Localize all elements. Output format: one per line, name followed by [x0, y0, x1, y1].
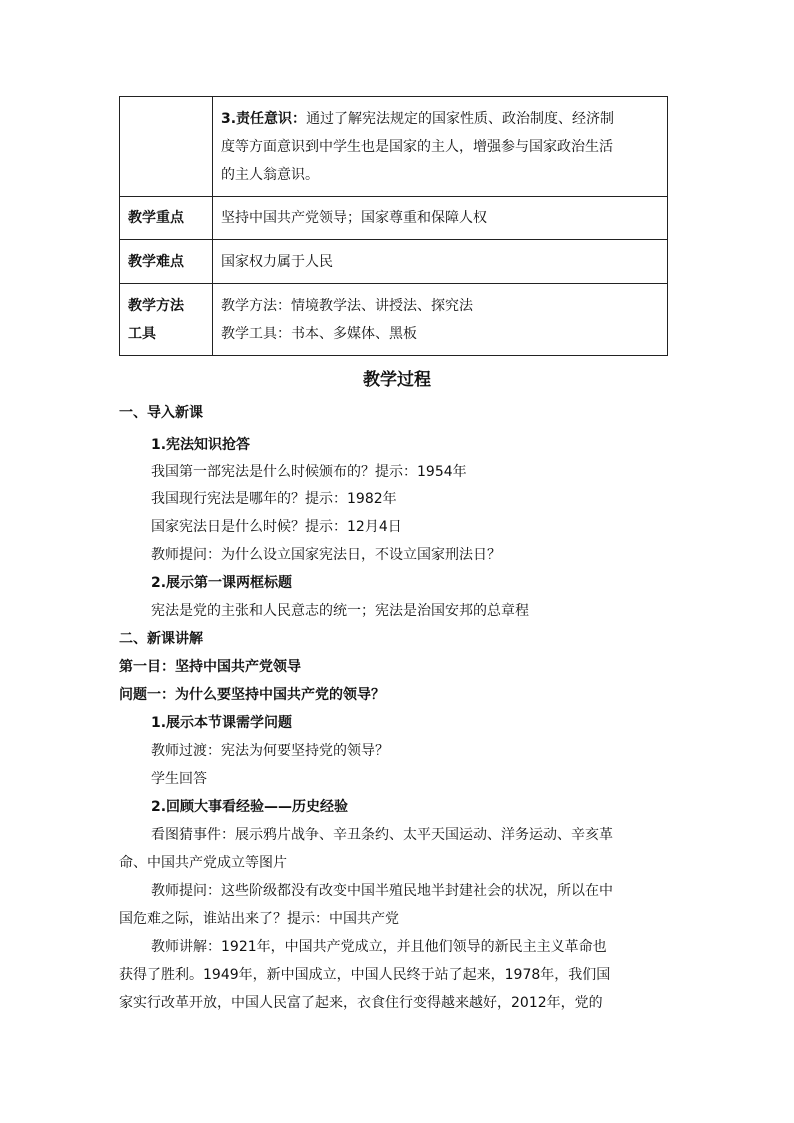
row-content: [213, 284, 668, 356]
paragraph-line: 命、中国共产党成立等图片: [119, 855, 287, 871]
table-row: [120, 97, 668, 197]
subheading: 2.展示第一课两框标题: [151, 575, 293, 591]
table-row: [120, 240, 668, 284]
row-content: 国家权力属于人民: [213, 240, 668, 284]
table-row: [120, 284, 668, 356]
row-label: [120, 97, 213, 197]
subheading: 2.回顾大事看经验——历史经验: [151, 799, 349, 815]
responsibility-lead: 3.责任意识：: [221, 110, 307, 127]
paragraph-line: 我国现行宪法是哪年的？提示：1982年: [151, 491, 397, 507]
content-line: 教学工具：书本、多媒体、黑板: [221, 325, 417, 342]
paragraph-line: 我国第一部宪法是什么时候颁布的？提示：1954年: [151, 464, 467, 480]
lesson-plan-table: [119, 96, 668, 356]
label-line: 教学方法: [128, 297, 184, 314]
paragraph-line: 国家宪法日是什么时候？提示：12月4日: [151, 519, 402, 535]
subheading: 1.宪法知识抢答: [151, 437, 251, 453]
subheading: 1.展示本节课需学问题: [151, 715, 293, 731]
paragraph-line: 教师提问：为什么设立国家宪法日，不设立国家刑法日？: [151, 547, 501, 563]
section-title: 教学过程: [363, 370, 431, 390]
paragraph-line: 家实行改革开放，中国人民富了起来，衣食住行变得越来越好，2012年，党的: [119, 995, 603, 1011]
paragraph-line: 看图猜事件：展示鸦片战争、辛丑条约、太平天国运动、洋务运动、辛亥革: [151, 827, 613, 843]
heading-lecture: 二、新课讲解: [119, 631, 203, 647]
paragraph-line: 教师提问：这些阶级都没有改变中国半殖民地半封建社会的状况，所以在中: [151, 883, 613, 899]
paragraph-line: 宪法是党的主张和人民意志的统一；宪法是治国安邦的总章程: [151, 603, 529, 619]
paragraph-line: 国危难之际，谁站出来了？提示：中国共产党: [119, 911, 399, 927]
content-line: 度等方面意识到中学生也是国家的主人，增强参与国家政治生活: [221, 138, 613, 155]
heading-intro: 一、导入新课: [119, 405, 203, 421]
paragraph-line: 教师讲解：1921年，中国共产党成立，并且他们领导的新民主主义革命也: [151, 939, 607, 955]
heading-question-one: 问题一：为什么要坚持中国共产党的领导？: [119, 687, 385, 703]
row-label: [120, 284, 213, 356]
row-label: 教学重点: [120, 197, 213, 240]
label-line: 工具: [128, 325, 156, 342]
heading-part-one: 第一目：坚持中国共产党领导: [119, 659, 301, 675]
paragraph-line: 教师过渡：宪法为何要坚持党的领导？: [151, 743, 389, 759]
table-row: [120, 197, 668, 240]
row-content: 坚持中国共产党领导；国家尊重和保障人权: [213, 197, 668, 240]
paragraph-line: 获得了胜利。1949年，新中国成立，中国人民终于站了起来，1978年，我们国: [119, 967, 611, 983]
content-line: 的主人翁意识。: [221, 166, 319, 183]
row-content: [213, 97, 668, 197]
row-label: 教学难点: [120, 240, 213, 284]
paragraph-line: 学生回答: [151, 771, 207, 787]
content-line: 教学方法：情境教学法、讲授法、探究法: [221, 297, 473, 314]
content-line: 通过了解宪法规定的国家性质、政治制度、经济制: [306, 110, 615, 127]
